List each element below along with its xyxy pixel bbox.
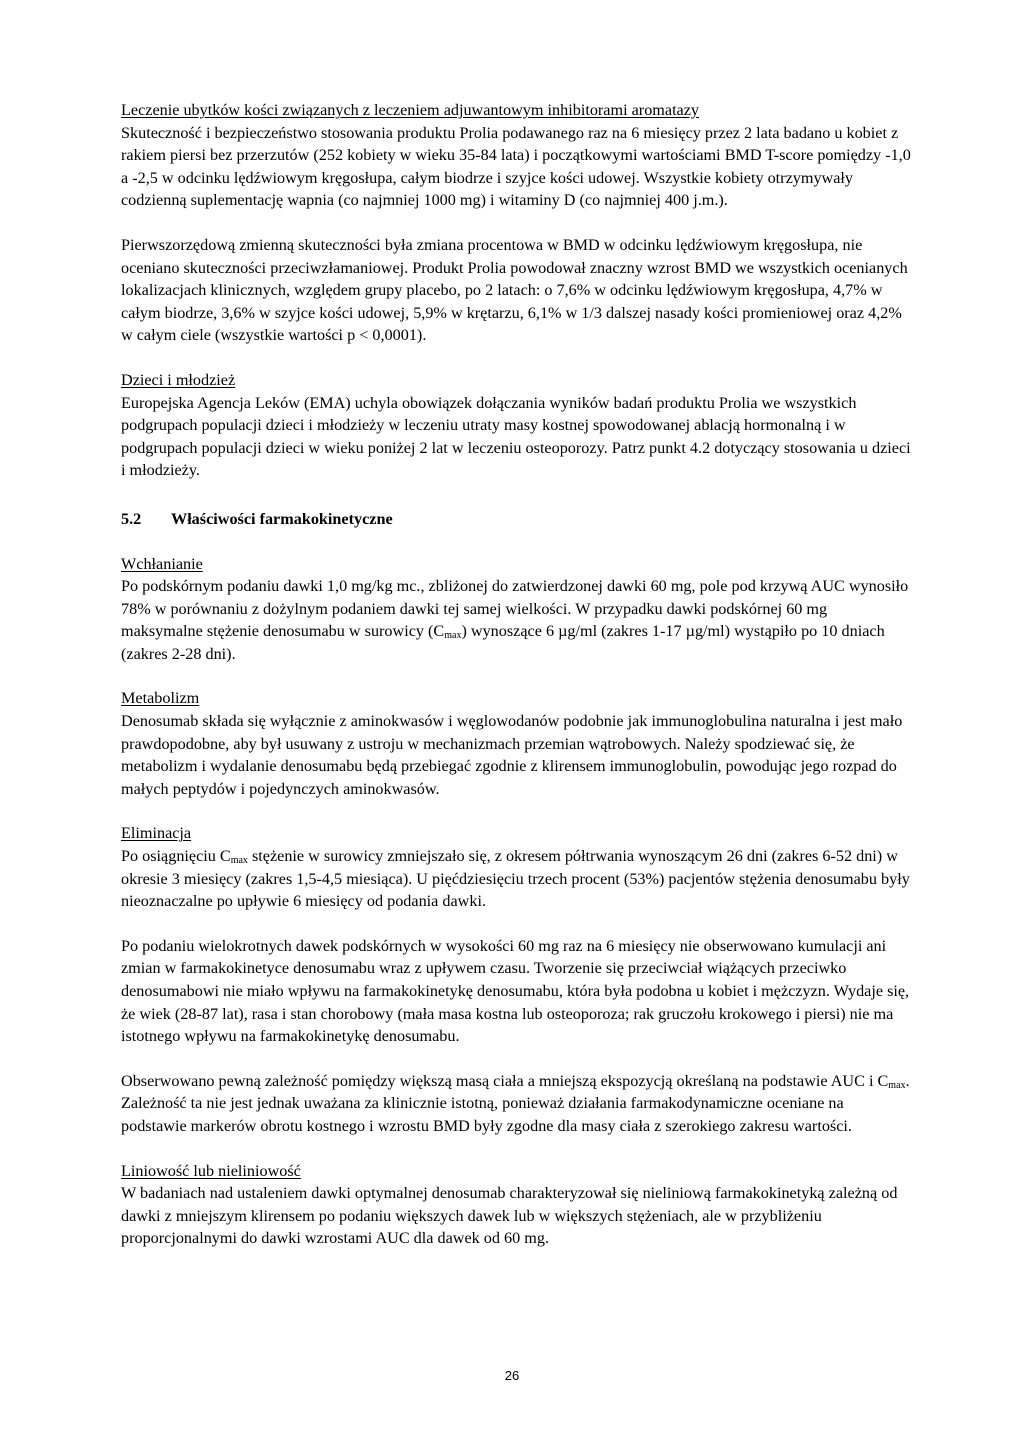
paragraph-children: Europejska Agencja Leków (EMA) uchyla obowiązek dołączania wyników badań produktu Prolia we wszystkich podgrupach populacji dzieci i młodzieży w leczeniu utraty masy kostnej spowodowanej ablacją hormonalną i w podgrupach populacji dzieci w wieku poniżej 2 lat w leczeniu osteoporozy. Patrz punkt 4.2 dotyczący stosowania u dzieci i młodzieży. (121, 393, 911, 480)
paragraph-aromatase-study: Skuteczność i bezpieczeństwo stosowania produktu Prolia podawanego raz na 6 miesięcy przez 2 lata badano u kobiet z rakiem piersi bez przerzutów (252 kobiety w wieku 35-84 lata) i początkowymi wartościami BMD T-score pomiędzy -1,0 a -2,5 w odcinku lędźwiowym kręgosłupa, całym biodrze i szyjce kości udowej. Wszystkie kobiety otrzymywały codzienną suplementację wapnia (co najmniej 1000 mg) i witaminy D (co najmniej 400 j.m.). (121, 123, 911, 210)
subscript: max (444, 630, 462, 642)
document-body (121, 99, 911, 1250)
text-run: stężenie w surowicy zmniejszało się, z okresem półtrwania wynoszącym 26 dni (zakres 6-52 dni) w okresie 3 miesięcy (zakres 1,5-4,5 miesiąca). U pięćdziesięciu trzech procent (53%) pacjentów stężenia denosumabu były nieoznaczalne po upływie 6 miesięcy od podania dawki. (121, 847, 910, 911)
paragraph-metabolism: Denosumab składa się wyłącznie z aminokwasów i węglowodanów podobnie jak immunoglobulina naturalna i jest mało prawdopodobne, aby był usuwany z ustroju w mechanizmach przemian wątrobowych. Należy spodziewać się, że metabolizm i wydalanie denosumabu będą przebiegać zgodnie z klirensem immunoglobulin, powodując jego rozpad do małych peptydów i pojedynczych aminokwasów. (121, 712, 903, 798)
paragraph-linearity: W badaniach nad ustaleniem dawki optymalnej denosumab charakteryzował się nieliniową farmakokinetyką zależną od dawki z mniejszym klirensem po podaniu większych dawek lub w większych stężeniach, ale w przybliżeniu proporcjonalnymi do dawki wzrostami AUC dla dawek od 60 mg. (121, 1184, 898, 1248)
text-run: . Zależność ta nie jest jednak uważana za klinicznie istotną, ponieważ działania farmakodynamiczne oceniane na podstawie markerów obrotu kostnego i wzrostu BMD były zgodne dla masy ciała z szerokiego zakresu wartości. (121, 1071, 910, 1135)
paragraph-absorption (121, 575, 911, 665)
paragraph-elimination-1 (121, 845, 911, 913)
heading-absorption: Wchłanianie (121, 554, 203, 573)
heading-metabolism: Metabolizm (121, 689, 200, 708)
paragraph-elimination-3 (121, 1070, 911, 1138)
subscript: max (230, 855, 248, 867)
heading-children: Dzieci i młodzież (121, 370, 236, 389)
section-title: Właściwości farmakokinetyczne (171, 509, 393, 528)
section-number: 5.2 (121, 509, 142, 528)
text-run: Obserwowano pewną zależność pomiędzy większą masą ciała a mniejszą ekspozycją określaną na podstawie AUC i C (121, 1071, 889, 1090)
text-run: Po osiągnięciu C (121, 847, 231, 866)
page-number: 26 (504, 1368, 520, 1383)
text-run: ) wynoszące 6 µg/ml (zakres 1-17 µg/ml) wystąpiło po 10 dniach (zakres 2-28 dni). (121, 622, 885, 663)
heading-linearity: Liniowość lub nieliniowość (121, 1161, 301, 1180)
paragraph-elimination-2: Po podaniu wielokrotnych dawek podskórnych w wysokości 60 mg raz na 6 miesięcy nie obserwowano kumulacji ani zmian w farmakokinetyce denosumabu wraz z upływem czasu. Tworzenie się przeciwciał wiążących przeciwko denosumabowi nie miało wpływu na farmakokinetykę denosumabu, która była podobna u kobiet i mężczyzn. Wydaje się, że wiek (28-87 lat), rasa i stan chorobowy (mała masa kostna lub osteoporoza; rak gruczołu krokowego i piersi) nie ma istotnego wpływu na farmakokinetykę denosumabu. (121, 936, 910, 1046)
heading-aromatase-inhibitors: Leczenie ubytków kości związanych z leczeniem adjuwantowym inhibitorami aromatazy (121, 101, 700, 119)
heading-elimination: Eliminacja (121, 824, 192, 843)
paragraph-aromatase-results: Pierwszorzędową zmienną skuteczności była zmiana procentowa w BMD w odcinku lędźwiowym kręgosłupa, nie oceniano skuteczności przeciwzłamaniowej. Produkt Prolia powodował znaczny wzrost BMD we wszystkich ocenianych lokalizacjach klinicznych, względem grupy placebo, po 2 latach: o 7,6% w odcinku lędźwiowym kręgosłupa, 4,7% w całym biodrze, 3,6% w szyjce kości udowej, 5,9% w krętarzu, 6,1% w 1/3 dalszej nasady kości promieniowej oraz 4,2% w całym ciele (wszystkie wartości p < 0,0001). (121, 235, 908, 345)
text-run: Po podskórnym podaniu dawki 1,0 mg/kg mc., zbliżonej do zatwierdzonej dawki 60 mg, pole pod krzywą AUC wynosiło 78% w porównaniu z dożylnym podaniem dawki tej samej wielkości. W przypadku dawki podskórnej 60 mg maksymalne stężenie denosumabu w surowicy (C (121, 577, 909, 641)
section-heading-pharmacokinetics (121, 508, 911, 531)
subscript: max (888, 1079, 906, 1091)
